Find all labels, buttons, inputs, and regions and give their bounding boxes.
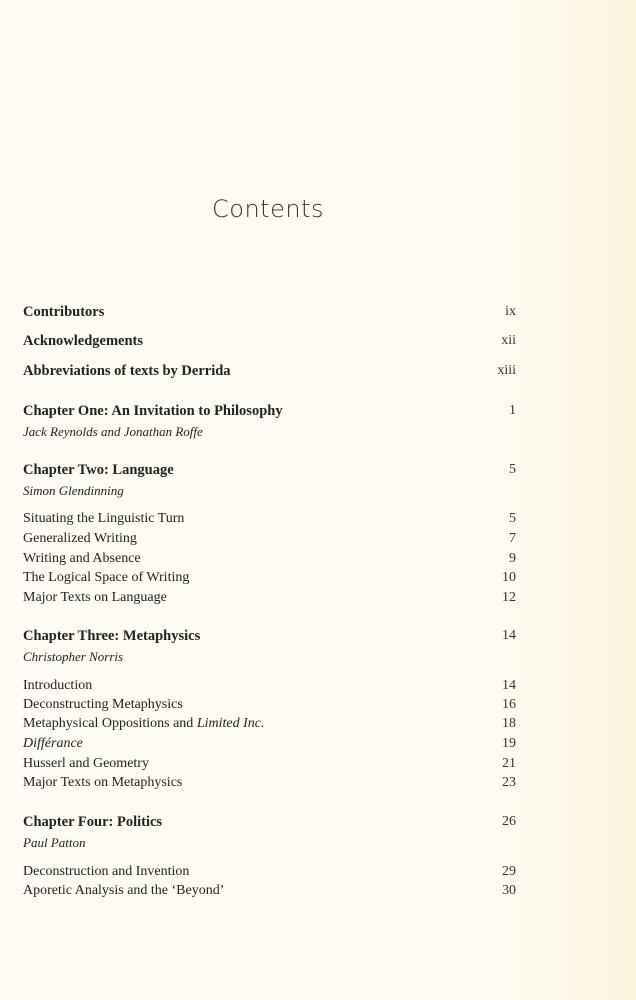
section-entry [23, 714, 516, 734]
entry-label: Acknowledgements [23, 333, 144, 349]
section-title: Situating the Linguistic Turn [23, 511, 185, 526]
section-entry [23, 862, 516, 882]
section-title: Writing and Absence [23, 551, 141, 566]
page-number: 21 [502, 756, 516, 771]
chapter-entry [23, 460, 516, 480]
page-number: 23 [502, 775, 516, 790]
page-number: 7 [509, 531, 516, 546]
section-entry [23, 676, 516, 696]
section-title: Generalized Writing [23, 531, 137, 546]
page-number: 5 [509, 511, 516, 526]
page-number: 12 [502, 590, 516, 605]
entry-label: Contributors [23, 304, 105, 320]
section-entry [23, 568, 516, 588]
page-number: 29 [502, 864, 516, 879]
section-title-roman: Metaphysical Oppositions and [23, 716, 197, 731]
chapter-title: Chapter One: An Invitation to Philosophy [23, 403, 283, 419]
author-name: Jack Reynolds and Jonathan Roffe [23, 424, 203, 439]
chapter-author [23, 647, 516, 667]
section-title: Aporetic Analysis and the ‘Beyond’ [23, 883, 225, 898]
chapter-author [23, 422, 516, 442]
chapter-title: Chapter Two: Language [23, 462, 174, 478]
section-title [23, 714, 264, 734]
section-title: Major Texts on Metaphysics [23, 775, 183, 790]
section-entry [23, 549, 516, 569]
page-number: 19 [502, 736, 516, 751]
section-title: Différance [23, 736, 83, 751]
section-title: Deconstruction and Invention [23, 864, 190, 879]
section-title: Deconstructing Metaphysics [23, 697, 183, 712]
chapter-title: Chapter Three: Metaphysics [23, 628, 201, 644]
chapter-entry [23, 812, 516, 832]
author-name: Simon Glendinning [23, 483, 124, 498]
section-entry [23, 529, 516, 549]
page-number: 14 [502, 628, 516, 643]
author-name: Christopher Norris [23, 649, 124, 664]
page-number: 1 [509, 403, 516, 418]
section-title: Husserl and Geometry [23, 756, 149, 771]
page-number: ix [505, 304, 516, 319]
page-number: 9 [509, 551, 516, 566]
author-name: Paul Patton [23, 835, 86, 850]
toc-entry [23, 331, 516, 351]
chapter-author [23, 833, 516, 853]
section-entry [23, 773, 516, 793]
page-number: 18 [502, 716, 516, 731]
page-number: 16 [502, 697, 516, 712]
section-entry [23, 695, 516, 715]
page-number: 10 [502, 570, 516, 585]
chapter-title: Chapter Four: Politics [23, 814, 163, 830]
toc-entry [23, 302, 516, 322]
chapter-entry [23, 626, 516, 646]
page-number: xiii [497, 363, 516, 378]
section-entry [23, 754, 516, 774]
page-title: Contents [212, 195, 324, 223]
toc-entry [23, 361, 516, 381]
page-number: 14 [502, 678, 516, 693]
section-title: Introduction [23, 678, 93, 693]
section-title: Major Texts on Language [23, 590, 167, 605]
chapter-entry [23, 401, 516, 421]
section-entry [23, 509, 516, 529]
section-entry [23, 734, 516, 754]
section-title: The Logical Space of Writing [23, 570, 190, 585]
section-title-italic: Limited Inc. [196, 716, 265, 731]
page-number: xii [501, 333, 516, 348]
page-number: 5 [509, 462, 516, 477]
page-number: 26 [502, 814, 516, 829]
entry-label: Abbreviations of texts by Derrida [23, 363, 231, 379]
chapter-author [23, 481, 516, 501]
section-entry [23, 588, 516, 608]
section-entry [23, 881, 516, 901]
page-number: 30 [502, 883, 516, 898]
